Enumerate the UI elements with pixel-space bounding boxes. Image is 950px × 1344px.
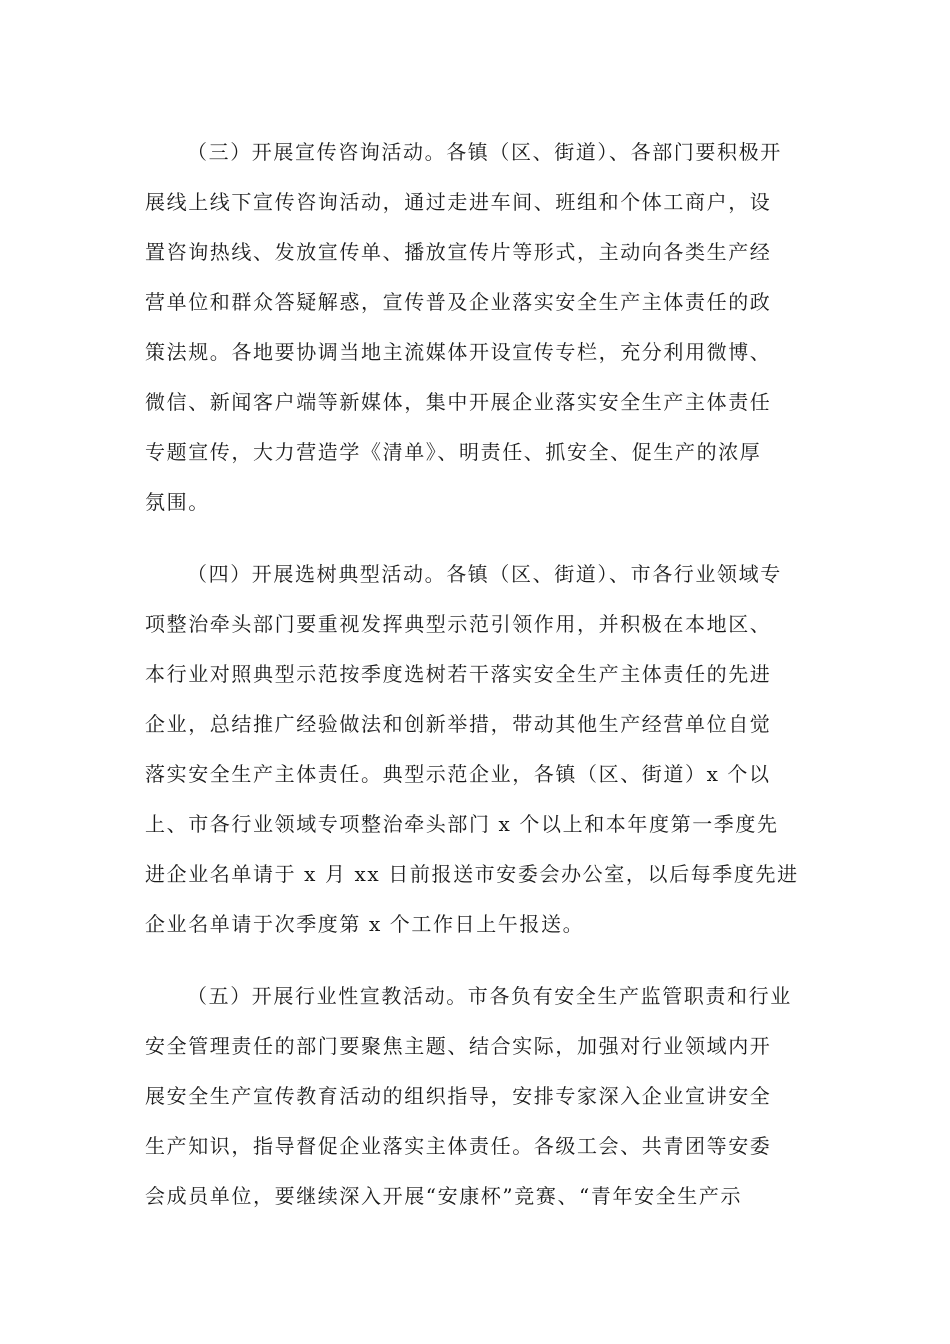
paragraph-5-line-1: （五）开展行业性宣教活动。市各负有安全生产监管职责和行业 [187, 984, 792, 1008]
paragraph-3-line-5: 策法规。各地要协调当地主流媒体开设宣传专栏，充分利用微博、 [145, 340, 772, 364]
paragraph-3-line-6: 微信、新闻客户端等新媒体，集中开展企业落实安全生产主体责任 [145, 390, 772, 414]
paragraph-4-line-5: 落实安全生产主体责任。典型示范企业，各镇（区、街道）x 个以 [145, 762, 771, 786]
paragraph-5-line-3: 展安全生产宣传教育活动的组织指导，安排专家深入企业宣讲安全 [145, 1084, 772, 1108]
paragraph-4-line-2: 项整治牵头部门要重视发挥典型示范引领作用，并积极在本地区、 [145, 612, 772, 636]
paragraph-4-line-1: （四）开展选树典型活动。各镇（区、街道）、市各行业领域专 [187, 562, 782, 586]
paragraph-3-line-4: 营单位和群众答疑解惑，宣传普及企业落实安全生产主体责任的政 [145, 290, 772, 314]
paragraph-4-line-6: 上、市各行业领域专项整治牵头部门 x 个以上和本年度第一季度先 [145, 812, 779, 836]
paragraph-4-line-8: 企业名单请于次季度第 x 个工作日上午报送。 [145, 912, 585, 936]
paragraph-3-line-7: 专题宣传，大力营造学《清单》、明责任、抓安全、促生产的浓厚 [145, 440, 762, 464]
paragraph-3-line-2: 展线上线下宣传咨询活动，通过走进车间、班组和个体工商户，设 [145, 190, 772, 214]
paragraph-5-line-4: 生产知识，指导督促企业落实主体责任。各级工会、共青团等安委 [145, 1134, 772, 1158]
paragraph-3-line-3: 置咨询热线、发放宣传单、播放宣传片等形式，主动向各类生产经 [145, 240, 772, 264]
paragraph-4-line-4: 企业，总结推广经验做法和创新举措，带动其他生产经营单位自觉 [145, 712, 772, 736]
paragraph-3-line-8: 氛围。 [145, 490, 210, 514]
paragraph-3-line-1: （三）开展宣传咨询活动。各镇（区、街道）、各部门要积极开 [187, 140, 782, 164]
paragraph-4-line-7: 进企业名单请于 x 月 xx 日前报送市安委会办公室，以后每季度先进 [145, 862, 799, 886]
paragraph-5-line-5: 会成员单位，要继续深入开展“安康杯”竞赛、“青年安全生产示 [145, 1184, 743, 1208]
paragraph-4-line-3: 本行业对照典型示范按季度选树若干落实安全生产主体责任的先进 [145, 662, 772, 686]
paragraph-5-line-2: 安全管理责任的部门要聚焦主题、结合实际，加强对行业领域内开 [145, 1034, 772, 1058]
